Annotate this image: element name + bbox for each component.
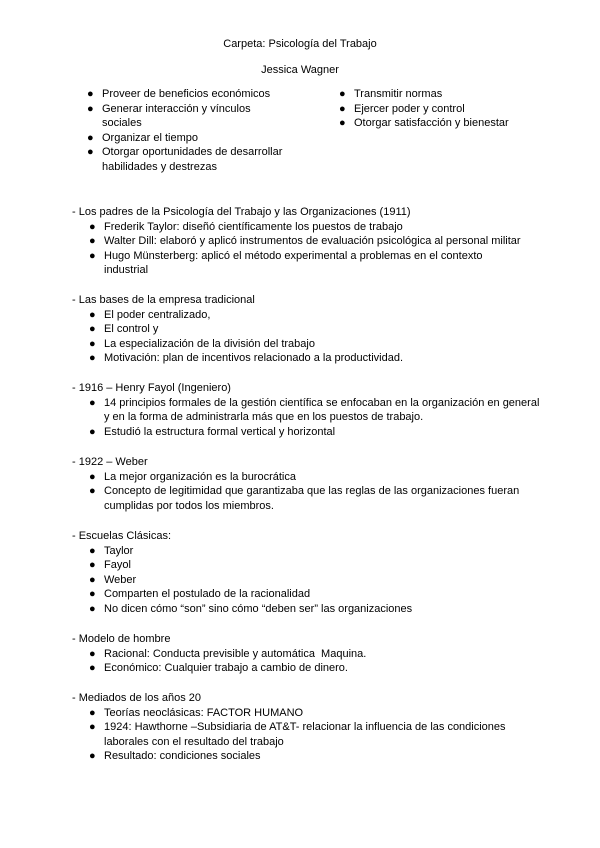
section-list: [85, 396, 552, 440]
section-list: [85, 706, 552, 764]
list-item: ● La mejor organización es la burocrática: [89, 470, 296, 483]
bullet-icon: ●: [89, 235, 96, 248]
section-title: - Mediados de los años 20: [72, 692, 202, 704]
bullet-icon: ●: [89, 602, 96, 615]
bullet-icon: ●: [339, 117, 346, 130]
list-item: ● Concepto de legitimidad que garantizaba que las reglas de las organizaciones fueran cumplidas por todos los miembros.: [89, 485, 520, 512]
section-title: - Escuelas Clásicas:: [72, 530, 172, 542]
list-item: ● Ejercer poder y control: [339, 102, 465, 115]
bullet-icon: ●: [89, 220, 96, 233]
list-item: ● Otorgar oportunidades de desarrollar habilidades y destrezas: [87, 146, 283, 173]
bullet-icon: ●: [89, 750, 96, 763]
list-item: ● Motivación: plan de incentivos relacionado a la productividad.: [89, 352, 404, 365]
section-title: - Las bases de la empresa tradicional: [72, 294, 255, 306]
section-padres: [72, 205, 552, 278]
bullet-icon: ●: [89, 308, 96, 321]
bullet-icon: ●: [87, 102, 94, 115]
list-item: ● Resultado: condiciones sociales: [89, 750, 261, 763]
section-title: - 1922 – Weber: [72, 456, 148, 468]
list-item: ● Organizar el tiempo: [87, 131, 198, 144]
section-title: - Los padres de la Psicología del Trabajo y las Organizaciones (1911): [72, 206, 411, 218]
list-item: ● Estudió la estructura formal vertical y horizontal: [89, 425, 336, 438]
section-title: - Modelo de hombre: [72, 633, 171, 645]
bullet-icon: ●: [87, 88, 94, 100]
section-weber: [72, 455, 552, 513]
top-list-left: [83, 87, 288, 175]
bullet-icon: ●: [89, 470, 96, 483]
list-item: ● 14 principios formales de la gestión científica se enfocaban en la organización en general y en la forma de administrarla más que en los puestos de trabajo.: [89, 396, 540, 424]
bullet-icon: ●: [89, 352, 96, 365]
list-item: ● Generar interacción y vínculos sociales: [87, 102, 251, 130]
bullet-icon: ●: [339, 102, 346, 115]
list-item: ● Teorías neoclásicas: FACTOR HUMANO: [89, 706, 304, 719]
bullet-icon: ●: [89, 559, 96, 572]
bullet-icon: ●: [89, 323, 96, 336]
section-list: [85, 544, 552, 617]
top-list-right: [335, 87, 545, 131]
bullet-icon: ●: [89, 337, 96, 350]
list-item: ● Taylor: [89, 544, 134, 557]
list-item: ● El control y: [89, 323, 159, 336]
list-item: ● La especialización de la división del trabajo: [89, 337, 315, 350]
list-item: ● Económico: Cualquier trabajo a cambio de dinero.: [89, 662, 348, 675]
list-item: ● Proveer de beneficios económicos: [87, 88, 271, 100]
bullet-icon: ●: [89, 544, 96, 557]
bullet-icon: ●: [89, 425, 96, 438]
bullet-icon: ●: [89, 662, 96, 675]
bullet-icon: ●: [87, 131, 94, 144]
list-item: ● No dicen cómo “son” sino cómo “deben ser” las organizaciones: [89, 602, 413, 615]
section-list: [85, 647, 552, 676]
bullet-icon: ●: [89, 588, 96, 601]
bullet-icon: ●: [89, 721, 96, 734]
bullet-icon: ●: [89, 249, 96, 262]
bullet-icon: ●: [89, 647, 96, 660]
section-list: [85, 220, 552, 278]
bullet-icon: ●: [89, 573, 96, 586]
section-empresa-tradicional: [72, 293, 552, 366]
list-item: ● Otorgar satisfacción y bienestar: [339, 117, 509, 130]
list-item: ● Weber: [89, 573, 137, 586]
section-title: - 1916 – Henry Fayol (Ingeniero): [72, 382, 231, 394]
list-item: ● 1924: Hawthorne –Subsidiaria de AT&T- relacionar la influencia de las condiciones laborales con el resultado del trabajo: [89, 721, 506, 748]
author-name: Jessica Wagner: [261, 64, 339, 76]
bullet-icon: ●: [89, 706, 96, 719]
section-escuelas-clasicas: [72, 529, 552, 617]
list-item: ● Walter Dill: elaboró y aplicó instrumentos de evaluación psicológica al personal militar: [89, 235, 521, 248]
list-item: ● Comparten el postulado de la racionalidad: [89, 588, 311, 601]
bullet-icon: ●: [339, 88, 346, 100]
section-mediados-anos-20: [72, 691, 552, 764]
section-list: [85, 470, 552, 514]
bullet-icon: ●: [87, 146, 94, 159]
list-item: ● Fayol: [89, 559, 131, 572]
section-list: [85, 308, 552, 366]
list-item: ● Transmitir normas: [339, 88, 443, 100]
section-modelo-hombre: [72, 632, 552, 676]
list-item: ● Racional: Conducta previsible y automática Maquina.: [89, 647, 367, 660]
bullet-icon: ●: [89, 485, 96, 498]
section-fayol: [72, 381, 552, 439]
list-item: ● Hugo Münsterberg: aplicó el método experimental a problemas en el contexto industrial: [89, 249, 483, 277]
list-item: ● Frederik Taylor: diseñó científicamente los puestos de trabajo: [89, 220, 403, 233]
list-item: ● El poder centralizado,: [89, 308, 211, 321]
folder-title: Carpeta: Psicología del Trabajo: [223, 38, 377, 50]
bullet-icon: ●: [89, 396, 96, 409]
